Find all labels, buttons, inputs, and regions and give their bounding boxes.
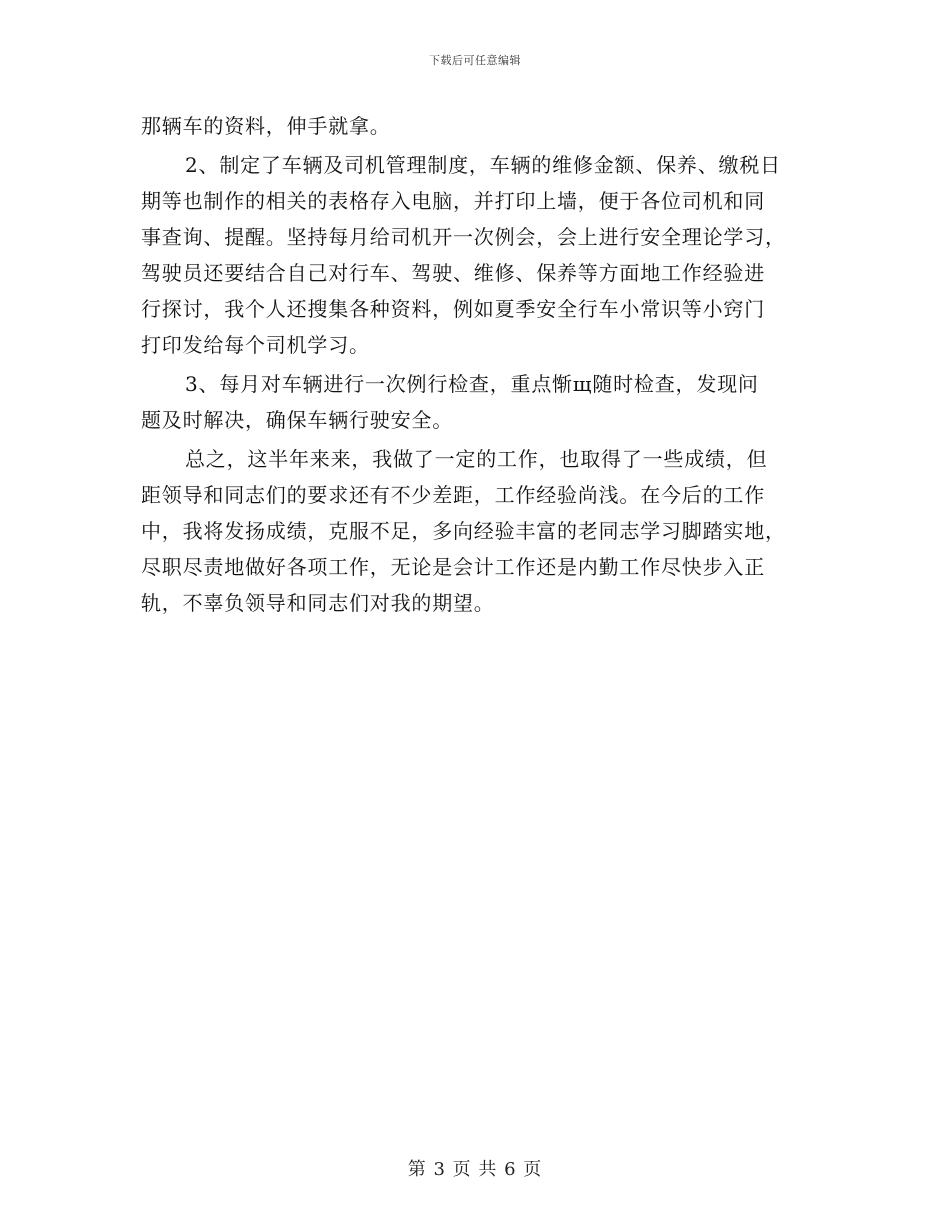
text-line: 题及时解决，确保车辆行驶安全。 (141, 408, 453, 432)
text-line: 打印发给每个司机学习。 (141, 333, 370, 357)
text-line: 距领导和同志们的要求还有不少差距，工作经验尚浅。在今后的工作 (141, 483, 765, 507)
page-number: 第 3 页 共 6 页 (407, 1159, 543, 1180)
paragraph-2 (141, 147, 809, 363)
text-line: 尽职尽责地做好各项工作，无论是会计工作还是内勤工作尽快步入正 (141, 555, 765, 579)
text-line: 行探讨，我个人还搜集各种资料，例如夏季安全行车小常识等小窍门 (141, 297, 765, 321)
paragraph-1 (141, 108, 809, 144)
text-line: 轨，不辜负领导和同志们对我的期望。 (141, 591, 495, 615)
text-line: 3、每月对车辆进行一次例行检查，重点惭щ随时检查，发现问 (185, 372, 759, 396)
text-line: 总之，这半年来来，我做了一定的工作，也取得了一些成绩，但 (185, 447, 768, 471)
text-line: 驾驶员还要结合自己对行车、驾驶、维修、保养等方面地工作经验进 (141, 261, 765, 285)
text-line: 那辆车的资料，伸手就拿。 (141, 114, 391, 138)
page-header: 下载后可任意编辑 (429, 54, 521, 67)
document-body (141, 108, 809, 624)
text-line: 事查询、提醒。坚持每月给司机开一次例会，会上进行安全理论学习， (141, 225, 786, 249)
paragraph-3 (141, 366, 809, 438)
paragraph-4 (141, 441, 809, 621)
text-line: 期等也制作的相关的表格存入电脑，并打印上墙，便于各位司机和同 (141, 189, 765, 213)
text-line: 中，我将发扬成绩，克服不足，多向经验丰富的老同志学习脚踏实地， (141, 519, 786, 543)
text-line: 2、制定了车辆及司机管理制度，车辆的维修金额、保养、缴税日 (185, 153, 781, 177)
